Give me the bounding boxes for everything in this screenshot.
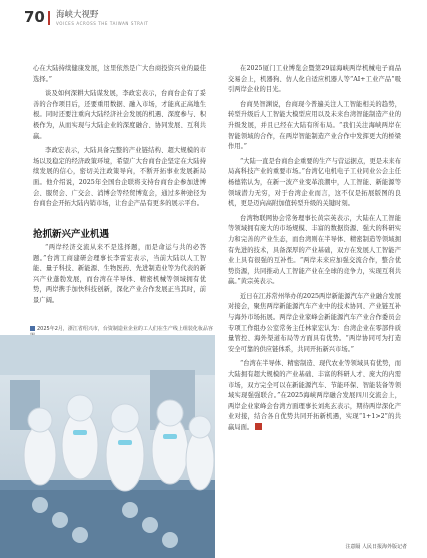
page-number: 70 [24, 8, 45, 26]
paragraph: “大陆一直是台商台企重要的生产与营运据点，更是未来布局高科技产业的重要市场。”台湾亿电机电子工业同业公会主任杨德铭认为，在新一波产业变革浪潮中，人工智能、新能源等领域潜力无穷，对于台湾企业而言，这不仅是拓展版图的良机，更是迈向高附加值转型升级的关键时刻。 [228, 157, 401, 208]
left-column [33, 64, 206, 214]
magazine-subtitle: VOICES ACROSS THE TAIWAN STRAIT [56, 21, 149, 26]
section-heading: 抢抓新兴产业机遇 [33, 229, 110, 240]
right-column [228, 64, 401, 438]
paragraph: 近日在江苏常州举办的2025两岸新能源汽车产业融合发展对接会，聚焦两岸新能源汽车产业中的技术协同、产业链互补与海外市场拓展。两岸企业家峰会新能源汽车产业合作委员会专项工作组办公室常务主任林家宏认为：台湾企业在零部件质量管控、海外渠道布局等方面具有优势。“两岸协同可为打造安全可靠的供应链体系，共同开拓新兴市场。” [228, 292, 401, 353]
paragraph: 李政宏表示，大陆具备完整的产业链结构、超大规模的市场以及稳定的经济政策环境，希望广大台商台企坚定在大陆持续发展的信心，密切关注政策导向，不断开拓事业发展新局面。他介绍说，2025年全国台企联将支持台商台企参加进博会、服贸会、广交会、消博会等经贸博览会，通过多种途径为台商台企开拓大陆内销市场，让台企产品有更多的展示平台。 [33, 147, 206, 208]
paragraph: 谈及如何深耕大陆谋发展，李政宏表示，台商台企有了妥善的合作项目后，还要重用数据、融入市场，才能真正高地生根。同时还要注重向大陆经济社会发展的机遇、深度参与、积极作为，从而实现与大陆企业的深度融合、协同发展、互利共赢。 [33, 90, 206, 140]
paragraph: 心在大陆持续健康发展，这里依然是广大台商投资兴业的最佳选择。” [33, 65, 206, 83]
end-mark-icon [255, 423, 262, 430]
paragraph: 台商吴智渊说，台商现今普遍关注人工智能相关的趋势，转型升级后人工智能大模型应用以及未来台湾智能制造产业的升级发展，并且已经在大陆有所布局。“我们关注海峡两岸在智能领域的合作，在两岸智能制造产业合作中发挥更大的桥梁作用。” [228, 100, 401, 151]
footer-credit: 注意隔 人民日报海外版记者 [345, 544, 407, 550]
paragraph-text: “台湾在半导体、精密制造、现代农业等领域具有优势，而大陆拥有超大规模的产业基础、丰富的科研人才、庞大的内需市场，双方完全可以在新能源汽车、节能环保、智能装备等领域实现强强联合。”在2025海峡两岸融合发展四川交流会上，两岸企业家峰会台湾方面理事长刘兆玄表示，期待两岸深化产业对接，结合各自优势共同开拓新机遇，实现“1+1>2”的共赢局面。 [228, 360, 401, 431]
left-column-lower [33, 243, 206, 311]
caption-marker-icon [30, 326, 35, 331]
paragraph-final [228, 359, 401, 433]
factory-photo [0, 335, 215, 558]
page-header [24, 8, 404, 40]
paragraph: 在2025厦门工业博览会暨第29届海峡两岸机械电子商品交易会上，机器狗、仿人化自适应机器人等“AI+工业产品”吸引两岸企业的目光。 [228, 65, 401, 94]
caption-text: 2025年2月，浙江省绍兴市，台资制造业企业的工人们在生产线上组装化妆品容 [37, 326, 213, 332]
magazine-title: 海峡大视野 [56, 10, 99, 20]
paragraph: “两岸经济交流从来不是选择题，而是命运与共的必答题。”台湾工商建研会理事长李雷宏表示，当前大陆以人工智能、量子科技、新能源、生物医药、先进制造业等为代表的新兴产业蓬勃发展，而台湾在半导体、精密机械等领域拥有优势，两岸携手加快科技创新，深化产业合作发展正当其时，前景广阔。 [33, 244, 206, 304]
header-divider [48, 11, 50, 25]
paragraph: 台湾物联网协会常务理事长黄宗英表示，大陆在人工智能等领域拥有庞大的市场规模、丰富的数据资源、强大的科研实力和完善的产业生态，而台湾则在半导体、精密制造等领域拥有先进的技术，具备深厚的产业基础，双方在发展人工智能产业上具有很强的互补性。“两岸未来应加强交流合作，整合优势资源，共同推动人工智能产业在全球的竞争力，实现互利共赢。”黄宗英表示。 [228, 214, 401, 286]
